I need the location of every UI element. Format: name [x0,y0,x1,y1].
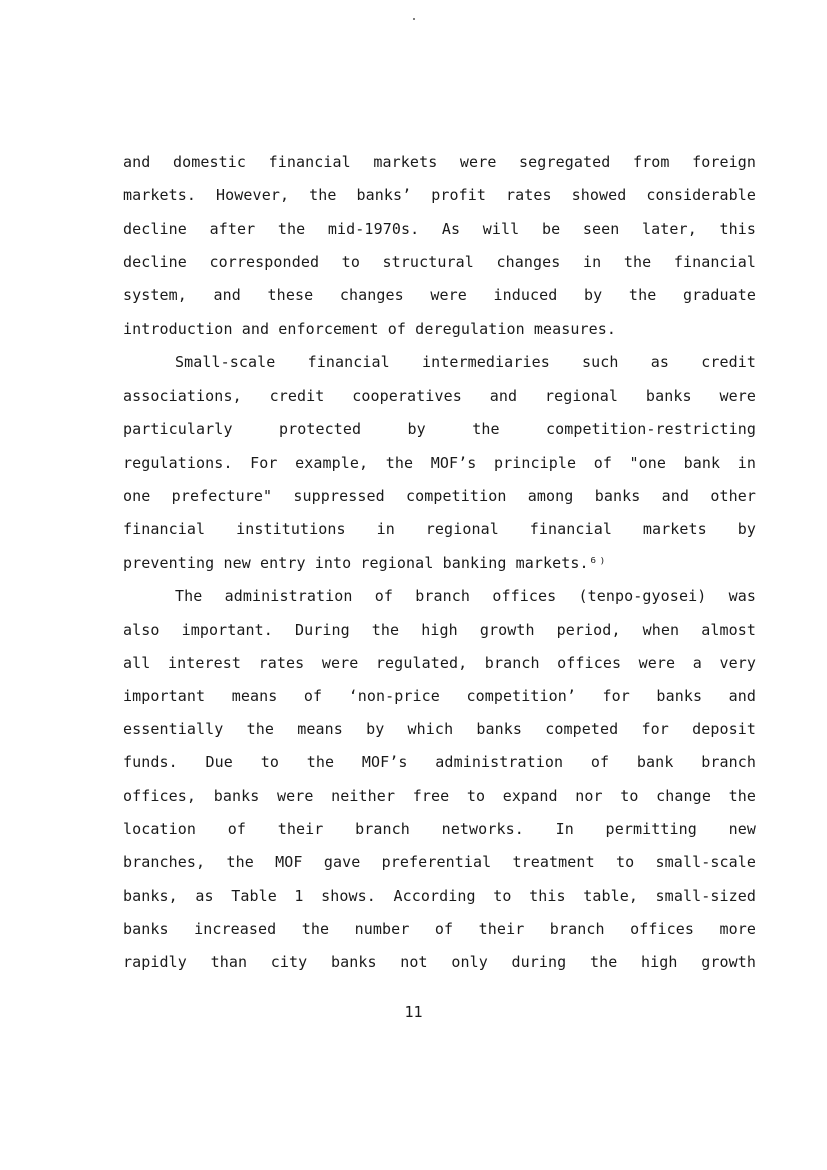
text-line: branches, the MOF gave preferential treatment to small-scale [123,853,756,871]
text-line: banks increased the number of their branch offices more [123,920,756,938]
text-line: associations, credit cooperatives and regional banks were [123,387,756,405]
text-line: decline after the mid-1970s. As will be seen later, this [123,220,756,238]
text-line: preventing new entry into regional banking markets.⁶⁾ [123,554,607,572]
text-line: system, and these changes were induced by the graduate [123,286,756,304]
text-line: regulations. For example, the MOF’s principle of "one bank in [123,454,756,472]
text-line: rapidly than city banks not only during the high growth [123,953,756,971]
text-line: also important. During the high growth period, when almost [123,621,756,639]
text-line: offices, banks were neither free to expand nor to change the [123,787,756,805]
page-number: 11 [404,1003,423,1021]
text-line: decline corresponded to structural changes in the financial [123,253,756,271]
scan-speck [413,18,415,20]
text-line: particularly protected by the competition-restricting [123,420,756,438]
text-line: introduction and enforcement of deregulation measures. [123,320,617,338]
paragraph-first-line: The administration of branch offices (tenpo-gyosei) was [175,587,756,605]
text-line: one prefecture" suppressed competition among banks and other [123,487,756,505]
text-line: essentially the means by which banks competed for deposit [123,720,756,738]
text-line: markets. However, the banks’ profit rates showed considerable [123,186,756,204]
text-line: financial institutions in regional financial markets by [123,520,756,538]
text-line: funds. Due to the MOF’s administration of bank branch [123,753,756,771]
text-line: banks, as Table 1 shows. According to this table, small-sized [123,887,756,905]
text-line: important means of ‘non-price competition’ for banks and [123,687,756,705]
paragraph-first-line: Small-scale financial intermediaries such as credit [175,353,756,371]
text-line: and domestic financial markets were segregated from foreign [123,153,756,171]
text-line: location of their branch networks. In permitting new [123,820,756,838]
text-line: all interest rates were regulated, branch offices were a very [123,654,756,672]
